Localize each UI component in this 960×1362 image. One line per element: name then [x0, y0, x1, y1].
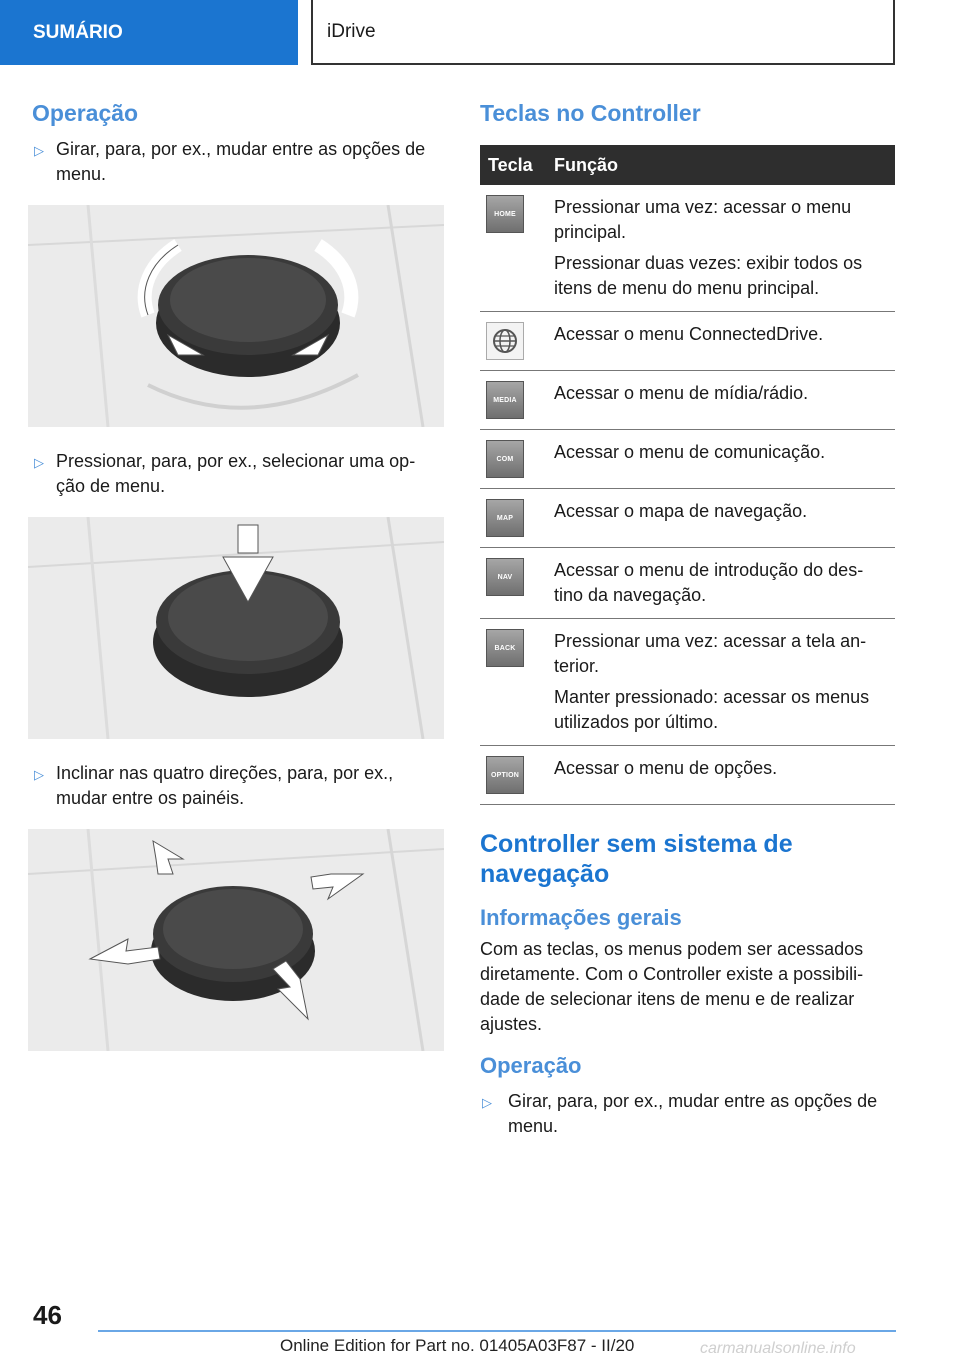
footer-divider — [98, 1330, 896, 1332]
media-key-icon: MEDIA — [486, 381, 524, 419]
operation-heading-2: Operação — [480, 1053, 582, 1078]
table-row — [480, 489, 895, 548]
bullet-triangle-icon: ▷ — [482, 1095, 492, 1110]
row-text: Pressionar uma vez: acessar o menu principal. — [554, 197, 852, 242]
bullet-triangle-icon: ▷ — [34, 143, 44, 158]
left-column — [28, 100, 444, 1073]
bullet-rotate-2 — [480, 1089, 895, 1139]
controller-keys-heading: Teclas no Controller — [480, 100, 701, 126]
operation-heading: Operação — [32, 100, 139, 126]
right-column — [480, 100, 895, 1157]
table-row — [480, 312, 895, 371]
watermark: carmanualsonline.info — [700, 1340, 856, 1357]
home-key-icon: HOME — [486, 195, 524, 233]
table-row — [480, 746, 895, 805]
row-text: Acessar o menu de comunicação. — [554, 442, 826, 462]
row-text: Acessar o menu ConnectedDrive. — [554, 324, 824, 344]
table-header-row — [480, 145, 895, 185]
page-number: 46 — [33, 1300, 62, 1330]
general-info-heading: Informações gerais — [480, 905, 682, 930]
row-text: Pressionar duas vezes: exibir todos os itens de menu do menu principal. — [554, 253, 863, 298]
table-row — [480, 430, 895, 489]
bullet-triangle-icon: ▷ — [34, 767, 44, 782]
toc-tab[interactable] — [0, 0, 298, 65]
breadcrumb — [311, 0, 895, 65]
map-key-icon: MAP — [486, 499, 524, 537]
table-row — [480, 371, 895, 430]
column-header-key: Tecla — [480, 145, 546, 185]
toc-tab-label: SUMÁRIO — [33, 21, 123, 43]
bullet-tilt-text: Inclinar nas quatro direções, para, por ex., mudar entre os painéis. — [56, 763, 394, 808]
controller-tilt-image — [28, 829, 444, 1051]
footer-edition: Online Edition for Part no. 01405A03F87 - II/20 — [280, 1336, 635, 1355]
bullet-press-text: Pressionar, para, por ex., selecionar uma op-ção de menu. — [56, 451, 416, 496]
row-text: Acessar o mapa de navegação. — [554, 501, 808, 521]
controller-keys-table — [480, 145, 895, 805]
option-key-icon: OPTION — [486, 756, 524, 794]
row-text: Acessar o menu de opções. — [554, 758, 778, 778]
com-key-icon: COM — [486, 440, 524, 478]
bullet-triangle-icon: ▷ — [34, 455, 44, 470]
controller-no-nav-title: Controller sem sistema de navegação — [480, 830, 793, 888]
table-row — [480, 619, 895, 746]
row-text: Pressionar uma vez: acessar a tela an-terior. — [554, 631, 867, 676]
nav-key-icon: NAV — [486, 558, 524, 596]
bullet-rotate — [28, 137, 444, 187]
bullet-press — [28, 449, 444, 499]
row-text: Manter pressionado: acessar os menus utilizados por último. — [554, 687, 870, 732]
bullet-rotate-2-text: Girar, para, por ex., mudar entre as opções de menu. — [508, 1091, 878, 1136]
bullet-rotate-text: Girar, para, por ex., mudar entre as opções de menu. — [56, 139, 426, 184]
controller-rotate-image — [28, 205, 444, 427]
table-row — [480, 548, 895, 619]
row-text: Acessar o menu de mídia/rádio. — [554, 383, 809, 403]
back-key-icon: BACK — [486, 629, 524, 667]
table-row — [480, 185, 895, 312]
connecteddrive-globe-icon — [486, 322, 524, 360]
bullet-tilt — [28, 761, 444, 811]
general-info-paragraph: Com as teclas, os menus podem ser acessados diretamente. Com o Controller existe a possibili-dade de selecionar itens de menu e de realizar ajustes. — [480, 939, 864, 1034]
row-text: Acessar o menu de introdução do des-tino da navegação. — [554, 560, 864, 605]
breadcrumb-label: iDrive — [327, 20, 376, 42]
controller-press-image — [28, 517, 444, 739]
column-header-function: Função — [546, 145, 895, 185]
